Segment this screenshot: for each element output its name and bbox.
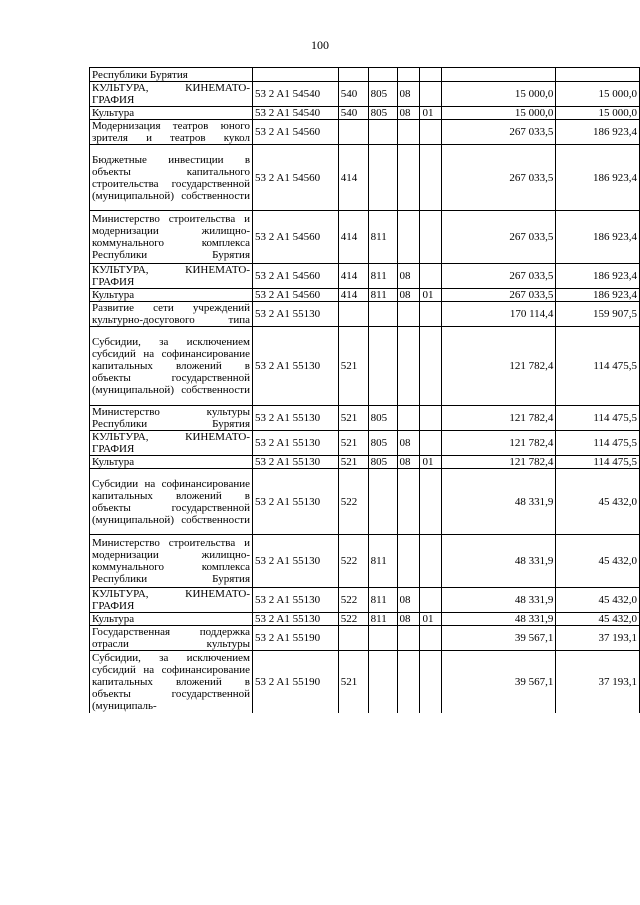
row-expense-type [338,626,368,651]
row-amount-1: 48 331,9 [442,613,556,626]
row-section: 08 [397,588,420,613]
row-amount-1: 267 033,5 [442,120,556,145]
row-subsection [420,535,442,588]
row-section [397,469,420,535]
row-amount-2: 114 475,5 [556,456,640,469]
row-subsection [420,406,442,431]
row-amount-1 [442,68,556,82]
row-expense-type: 521 [338,651,368,713]
row-ministry-code: 811 [368,613,397,626]
row-section [397,327,420,406]
row-amount-2: 186 923,4 [556,211,640,264]
row-amount-2: 186 923,4 [556,120,640,145]
row-expense-type: 521 [338,456,368,469]
table-row [90,264,640,289]
row-name: КУЛЬТУРА, КИНЕМАТО-ГРАФИЯ [90,431,253,456]
row-subsection [420,120,442,145]
row-ministry-code: 811 [368,588,397,613]
row-ministry-code: 811 [368,289,397,302]
row-ministry-code [368,626,397,651]
row-target-article: 53 2 A1 55130 [253,431,339,456]
table-row [90,431,640,456]
row-ministry-code: 811 [368,264,397,289]
table-row [90,626,640,651]
row-amount-1: 267 033,5 [442,145,556,211]
row-ministry-code [368,68,397,82]
row-section [397,68,420,82]
row-section: 08 [397,107,420,120]
row-amount-2: 186 923,4 [556,145,640,211]
row-ministry-code: 805 [368,431,397,456]
row-section [397,651,420,713]
row-target-article: 53 2 A1 55130 [253,406,339,431]
table-row [90,120,640,145]
row-amount-1: 121 782,4 [442,431,556,456]
row-expense-type: 540 [338,107,368,120]
page-number: 100 [311,38,329,52]
row-name: Субсидии, за исключением субсидий на софинансирование капитальных вложений в объекты государственной (муниципаль- [90,651,253,713]
row-amount-2 [556,68,640,82]
row-expense-type: 522 [338,469,368,535]
row-amount-2: 114 475,5 [556,431,640,456]
row-amount-2: 45 432,0 [556,535,640,588]
row-section [397,626,420,651]
row-subsection [420,651,442,713]
row-subsection [420,469,442,535]
row-amount-1: 170 114,4 [442,302,556,327]
row-section: 08 [397,431,420,456]
row-name: КУЛЬТУРА, КИНЕМАТО-ГРАФИЯ [90,264,253,289]
row-ministry-code [368,651,397,713]
row-name: КУЛЬТУРА, КИНЕМАТО-ГРАФИЯ [90,82,253,107]
row-expense-type: 522 [338,535,368,588]
table-row [90,68,640,82]
row-ministry-code [368,145,397,211]
table-row [90,535,640,588]
row-amount-2: 37 193,1 [556,651,640,713]
row-expense-type: 414 [338,145,368,211]
row-amount-2: 186 923,4 [556,289,640,302]
row-expense-type [338,68,368,82]
row-subsection [420,302,442,327]
row-amount-1: 39 567,1 [442,651,556,713]
row-ministry-code [368,327,397,406]
table-row [90,406,640,431]
row-target-article: 53 2 A1 54560 [253,264,339,289]
row-expense-type: 521 [338,431,368,456]
row-subsection [420,431,442,456]
row-amount-1: 267 033,5 [442,289,556,302]
row-name: Государственная поддержка отрасли культуры [90,626,253,651]
row-amount-2: 186 923,4 [556,264,640,289]
row-ministry-code: 811 [368,211,397,264]
row-target-article: 53 2 A1 54560 [253,211,339,264]
row-target-article: 53 2 A1 55130 [253,469,339,535]
row-expense-type: 414 [338,211,368,264]
row-expense-type: 521 [338,327,368,406]
row-subsection: 01 [420,107,442,120]
table-row [90,588,640,613]
row-section [397,302,420,327]
table-row [90,145,640,211]
row-subsection [420,68,442,82]
row-expense-type: 414 [338,264,368,289]
row-name: Развитие сети учреждений культурно-досугового типа [90,302,253,327]
row-section: 08 [397,289,420,302]
row-subsection [420,211,442,264]
row-ministry-code: 805 [368,107,397,120]
row-subsection [420,588,442,613]
row-target-article: 53 2 A1 54560 [253,120,339,145]
row-amount-1: 48 331,9 [442,535,556,588]
row-amount-2: 15 000,0 [556,107,640,120]
row-subsection [420,264,442,289]
row-target-article: 53 2 A1 55130 [253,588,339,613]
row-expense-type: 522 [338,588,368,613]
row-amount-1: 39 567,1 [442,626,556,651]
row-expense-type [338,302,368,327]
row-name: Министерство строительства и модернизации жилищно-коммунального комплекса Республики Бурятия [90,535,253,588]
row-amount-2: 15 000,0 [556,82,640,107]
row-ministry-code [368,302,397,327]
row-subsection: 01 [420,456,442,469]
row-section [397,120,420,145]
row-amount-2: 45 432,0 [556,469,640,535]
row-amount-1: 48 331,9 [442,469,556,535]
row-name: Республики Бурятия [90,68,253,82]
table-row [90,469,640,535]
row-target-article: 53 2 A1 54560 [253,289,339,302]
row-name: Культура [90,107,253,120]
row-ministry-code: 805 [368,456,397,469]
row-amount-1: 15 000,0 [442,107,556,120]
table-row [90,327,640,406]
row-amount-1: 121 782,4 [442,456,556,469]
row-subsection [420,626,442,651]
row-amount-1: 121 782,4 [442,406,556,431]
budget-table-body [90,68,640,713]
row-target-article: 53 2 A1 55130 [253,327,339,406]
row-name: КУЛЬТУРА, КИНЕМАТО-ГРАФИЯ [90,588,253,613]
row-amount-2: 114 475,5 [556,406,640,431]
row-expense-type: 522 [338,613,368,626]
row-target-article: 53 2 A1 54540 [253,82,339,107]
row-amount-2: 45 432,0 [556,588,640,613]
row-target-article: 53 2 A1 55130 [253,302,339,327]
row-expense-type: 414 [338,289,368,302]
row-subsection: 01 [420,613,442,626]
row-subsection [420,82,442,107]
table-row [90,211,640,264]
row-target-article: 53 2 A1 55130 [253,613,339,626]
row-section: 08 [397,82,420,107]
row-amount-1: 15 000,0 [442,82,556,107]
row-ministry-code [368,469,397,535]
row-ministry-code: 805 [368,406,397,431]
row-name: Министерство строительства и модернизации жилищно-коммунального комплекса Республики Бурятия [90,211,253,264]
row-target-article: 53 2 A1 55130 [253,535,339,588]
table-row [90,107,640,120]
row-name: Министерство культуры Республики Бурятия [90,406,253,431]
row-name: Культура [90,456,253,469]
row-target-article: 53 2 A1 55190 [253,626,339,651]
row-section [397,406,420,431]
row-subsection: 01 [420,289,442,302]
row-ministry-code: 805 [368,82,397,107]
row-section [397,145,420,211]
row-amount-1: 121 782,4 [442,327,556,406]
table-row [90,651,640,713]
row-name: Субсидии, за исключением субсидий на софинансирование капитальных вложений в объекты государственной (муниципальной) собственности [90,327,253,406]
row-subsection [420,327,442,406]
row-amount-2: 45 432,0 [556,613,640,626]
table-row [90,302,640,327]
row-target-article: 53 2 A1 55190 [253,651,339,713]
row-section: 08 [397,264,420,289]
row-ministry-code: 811 [368,535,397,588]
row-expense-type [338,120,368,145]
table-row [90,82,640,107]
row-section [397,535,420,588]
row-name: Субсидии на софинансирование капитальных вложений в объекты государственной (муниципальной) собственности [90,469,253,535]
row-section: 08 [397,456,420,469]
row-target-article: 53 2 A1 54540 [253,107,339,120]
row-name: Культура [90,289,253,302]
row-section [397,211,420,264]
row-target-article: 53 2 A1 55130 [253,456,339,469]
row-amount-2: 114 475,5 [556,327,640,406]
row-expense-type: 540 [338,82,368,107]
row-subsection [420,145,442,211]
row-amount-1: 267 033,5 [442,264,556,289]
row-name: Культура [90,613,253,626]
row-amount-1: 48 331,9 [442,588,556,613]
table-row [90,456,640,469]
row-expense-type: 521 [338,406,368,431]
row-target-article [253,68,339,82]
row-amount-2: 159 907,5 [556,302,640,327]
row-amount-1: 267 033,5 [442,211,556,264]
table-row [90,289,640,302]
row-target-article: 53 2 A1 54560 [253,145,339,211]
table-row [90,613,640,626]
row-ministry-code [368,120,397,145]
row-section: 08 [397,613,420,626]
row-amount-2: 37 193,1 [556,626,640,651]
row-name: Бюджетные инвестиции в объекты капитального строительства государственной (муниципальной) собственности [90,145,253,211]
row-name: Модернизация театров юного зрителя и театров кукол [90,120,253,145]
budget-table [89,67,640,713]
